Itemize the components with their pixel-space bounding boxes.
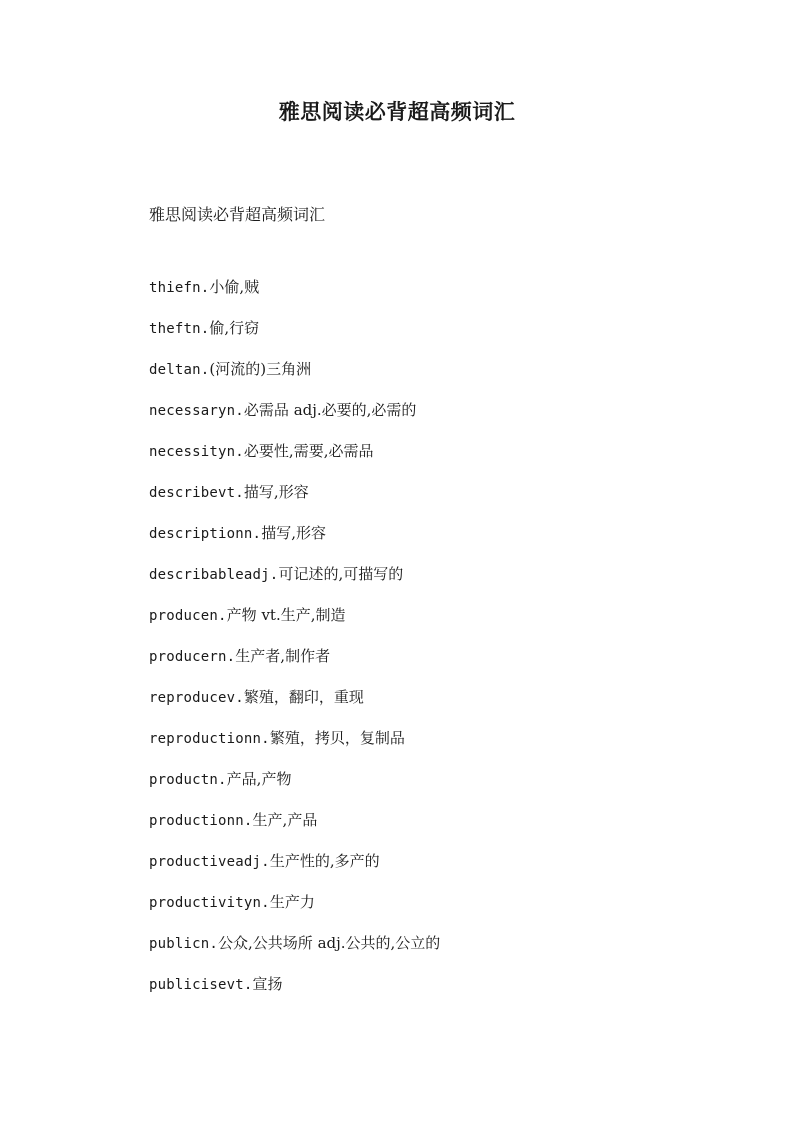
entry-meaning: 产物 vt.生产,制造 xyxy=(226,606,346,624)
entry-meaning: 描写,形容 xyxy=(243,483,309,501)
entry-meaning: 小偷,贼 xyxy=(209,278,260,296)
entry-meaning: 生产,产品 xyxy=(252,811,318,829)
vocabulary-entry xyxy=(149,932,440,973)
vocabulary-entry xyxy=(149,481,440,522)
entry-meaning: (河流的)三角洲 xyxy=(209,360,312,378)
entry-meaning: 繁殖，拷贝，复制品 xyxy=(269,729,405,747)
entry-word: necessaryn. xyxy=(149,403,244,419)
entry-word: theftn. xyxy=(149,321,210,337)
entry-meaning: 偷,行窃 xyxy=(209,319,260,337)
vocabulary-entry xyxy=(149,645,440,686)
vocabulary-entry xyxy=(149,522,440,563)
document-subtitle: 雅思阅读必背超高频词汇 xyxy=(149,205,326,224)
entry-word: productn. xyxy=(149,772,227,788)
vocabulary-list xyxy=(149,276,440,1014)
vocabulary-entry xyxy=(149,317,440,358)
entry-meaning: 生产性的,多产的 xyxy=(269,852,380,870)
document-title: 雅思阅读必背超高频词汇 xyxy=(278,99,516,124)
vocabulary-entry xyxy=(149,358,440,399)
entry-meaning: 生产者,制作者 xyxy=(235,647,331,665)
entry-meaning: 必要性,需要,必需品 xyxy=(243,442,374,460)
entry-meaning: 公众,公共场所 adj.公共的,公立的 xyxy=(218,934,441,952)
entry-word: describevt. xyxy=(149,485,244,501)
entry-word: producern. xyxy=(149,649,236,665)
entry-word: productivityn. xyxy=(149,895,270,911)
entry-word: reproducev. xyxy=(149,690,244,706)
entry-meaning: 必需品 adj.必要的,必需的 xyxy=(243,401,417,419)
entry-word: necessityn. xyxy=(149,444,244,460)
entry-meaning: 可记述的,可描写的 xyxy=(278,565,404,583)
entry-word: deltan. xyxy=(149,362,210,378)
entry-meaning: 描写,形容 xyxy=(261,524,326,542)
entry-word: reproductionn. xyxy=(149,731,270,747)
entry-meaning: 生产力 xyxy=(269,893,315,911)
vocabulary-entry xyxy=(149,973,440,1014)
vocabulary-entry xyxy=(149,809,440,850)
vocabulary-entry xyxy=(149,686,440,727)
entry-word: publicisevt. xyxy=(149,977,253,993)
entry-word: productiveadj. xyxy=(149,854,270,870)
vocabulary-entry xyxy=(149,563,440,604)
entry-word: describableadj. xyxy=(149,567,279,583)
vocabulary-entry xyxy=(149,768,440,809)
vocabulary-entry xyxy=(149,850,440,891)
entry-word: producen. xyxy=(149,608,227,624)
entry-meaning: 产品,产物 xyxy=(226,770,292,788)
vocabulary-entry xyxy=(149,440,440,481)
vocabulary-entry xyxy=(149,276,440,317)
entry-word: thiefn. xyxy=(149,280,210,296)
entry-meaning: 繁殖，翻印，重现 xyxy=(243,688,364,706)
entry-meaning: 宣扬 xyxy=(252,975,283,993)
entry-word: publicn. xyxy=(149,936,219,952)
vocabulary-entry xyxy=(149,399,440,440)
vocabulary-entry xyxy=(149,604,440,645)
vocabulary-entry xyxy=(149,727,440,768)
entry-word: descriptionn. xyxy=(149,526,262,542)
vocabulary-entry xyxy=(149,891,440,932)
entry-word: productionn. xyxy=(149,813,253,829)
